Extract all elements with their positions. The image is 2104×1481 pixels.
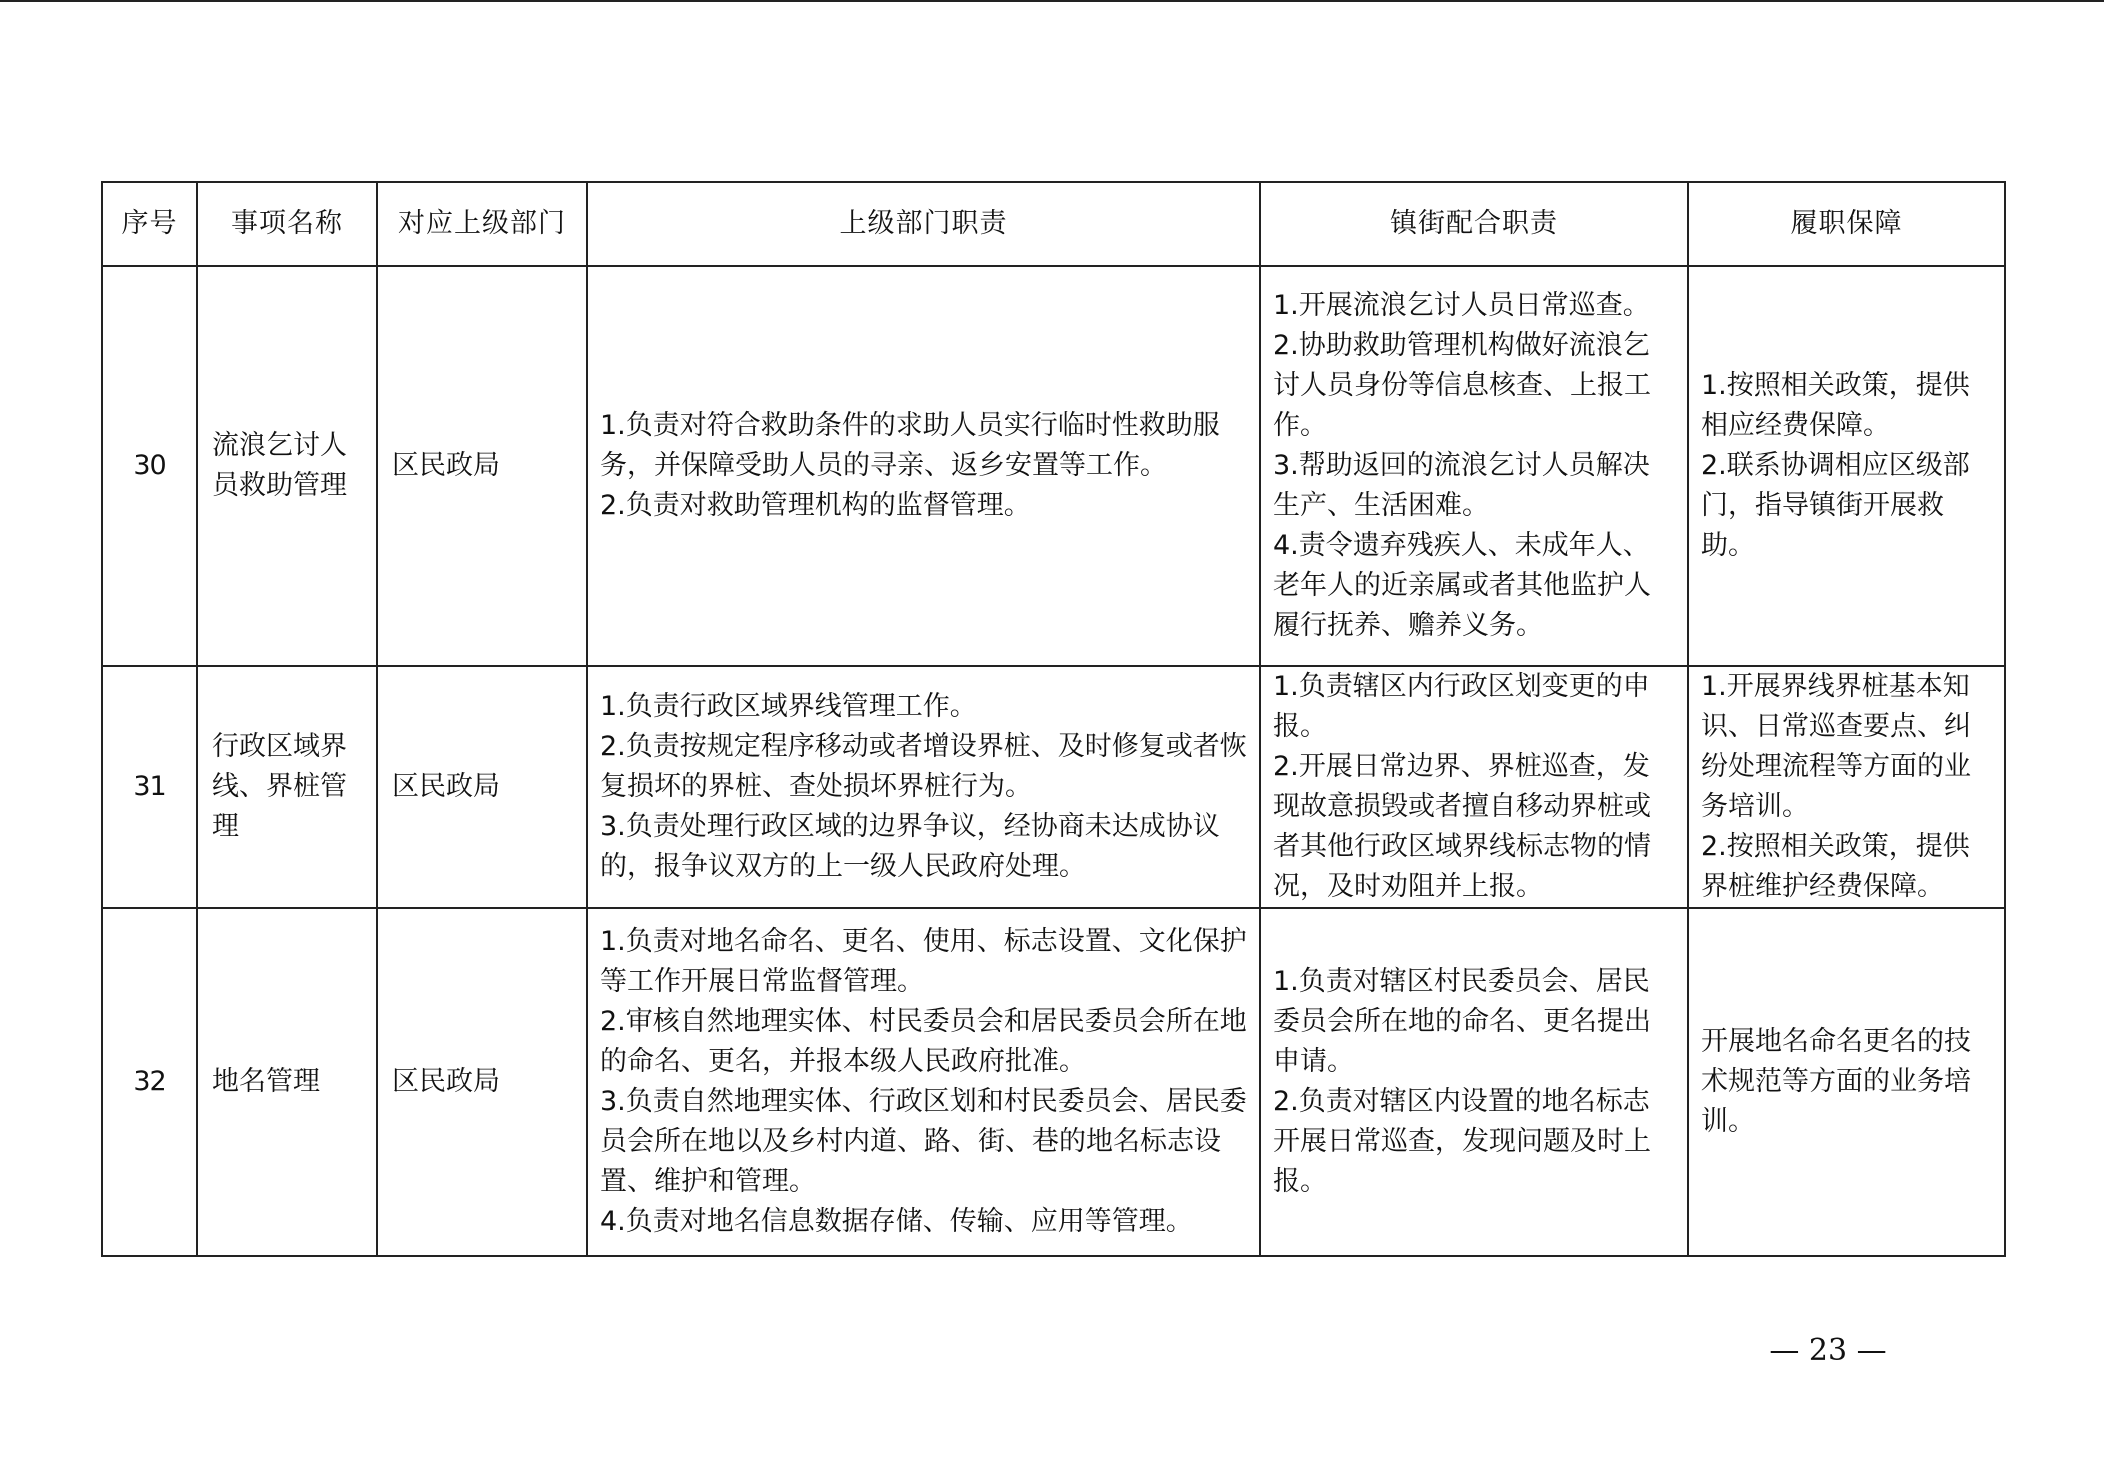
- duty-line: 1.负责行政区域界线管理工作。: [600, 691, 977, 722]
- table-row: [102, 266, 2005, 666]
- header-town-duties: 镇街配合职责: [1260, 182, 1688, 266]
- header-serial-no: 序号: [102, 182, 197, 266]
- duty-line: 1.负责对地名命名、更名、使用、标志设置、文化保护等工作开展日常监督管理。: [600, 926, 1247, 997]
- row-item-name: 地名管理: [197, 908, 377, 1256]
- header-guarantee: 履职保障: [1688, 182, 2005, 266]
- duty-line: 4.责令遗弃残疾人、未成年人、老年人的近亲属或者其他监护人履行抚养、赡养义务。: [1273, 530, 1651, 641]
- row-department: 区民政局: [377, 266, 587, 666]
- row-town-duties: [1260, 908, 1688, 1256]
- duty-line: 2.开展日常边界、界桩巡查，发现故意损毁或者擅自移动界桩或者其他行政区域界线标志物的情况，及时劝阻并上报。: [1273, 751, 1651, 902]
- row-upper-duties: [587, 266, 1260, 666]
- header-department: 对应上级部门: [377, 182, 587, 266]
- duty-line: 2.联系协调相应区级部门，指导镇街开展救助。: [1701, 450, 1970, 561]
- row-item-name: 流浪乞讨人员救助管理: [197, 266, 377, 666]
- row-serial-no: 30: [102, 266, 197, 666]
- row-item-name: 行政区域界线、界桩管理: [197, 666, 377, 908]
- row-guarantee: [1688, 908, 2005, 1256]
- header-row: [102, 182, 2005, 266]
- table-row: [102, 666, 2005, 908]
- row-town-duties: [1260, 666, 1688, 908]
- duty-line: 1.负责对符合救助条件的求助人员实行临时性救助服务，并保障受助人员的寻亲、返乡安置等工作。: [600, 410, 1220, 481]
- duty-line: 3.帮助返回的流浪乞讨人员解决生产、生活困难。: [1273, 450, 1650, 521]
- row-guarantee: [1688, 666, 2005, 908]
- row-department: 区民政局: [377, 908, 587, 1256]
- duty-line: 1.开展流浪乞讨人员日常巡查。: [1273, 290, 1650, 321]
- page-number: — 23 —: [1769, 1333, 1887, 1368]
- top-border-line: [0, 0, 2104, 2]
- duty-line: 2.审核自然地理实体、村民委员会和居民委员会所在地的命名、更名，并报本级人民政府批准。: [600, 1006, 1247, 1077]
- row-department: 区民政局: [377, 666, 587, 908]
- row-guarantee: [1688, 266, 2005, 666]
- duty-line: 2.负责对救助管理机构的监督管理。: [600, 490, 1031, 521]
- row-town-duties: [1260, 266, 1688, 666]
- duty-line: 1.按照相关政策，提供相应经费保障。: [1701, 370, 1970, 441]
- header-item-name: 事项名称: [197, 182, 377, 266]
- row-serial-no: 32: [102, 908, 197, 1256]
- row-serial-no: 31: [102, 666, 197, 908]
- duty-table: [101, 181, 2006, 1257]
- duty-line: 2.按照相关政策，提供界桩维护经费保障。: [1701, 831, 1970, 902]
- duty-line: 开展地名命名更名的技术规范等方面的业务培训。: [1701, 1026, 1971, 1137]
- row-upper-duties: [587, 908, 1260, 1256]
- duty-line: 3.负责自然地理实体、行政区划和村民委员会、居民委员会所在地以及乡村内道、路、街、巷的地名标志设置、维护和管理。: [600, 1086, 1247, 1197]
- duty-line: 2.负责对辖区内设置的地名标志开展日常巡查，发现问题及时上报。: [1273, 1086, 1651, 1197]
- header-upper-duties: 上级部门职责: [587, 182, 1260, 266]
- duty-line: 1.负责辖区内行政区划变更的申报。: [1273, 671, 1650, 742]
- duty-line: 2.负责按规定程序移动或者增设界桩、及时修复或者恢复损坏的界桩、查处损坏界桩行为。: [600, 731, 1247, 802]
- duty-line: 3.负责处理行政区域的边界争议，经协商未达成协议的，报争议双方的上一级人民政府处理。: [600, 811, 1220, 882]
- duty-line: 1.开展界线界桩基本知识、日常巡查要点、纠纷处理流程等方面的业务培训。: [1701, 671, 1971, 822]
- duty-line: 2.协助救助管理机构做好流浪乞讨人员身份等信息核查、上报工作。: [1273, 330, 1651, 441]
- table-row: [102, 908, 2005, 1256]
- duty-line: 1.负责对辖区村民委员会、居民委员会所在地的命名、更名提出申请。: [1273, 966, 1651, 1077]
- row-upper-duties: [587, 666, 1260, 908]
- duty-line: 4.负责对地名信息数据存储、传输、应用等管理。: [600, 1206, 1193, 1237]
